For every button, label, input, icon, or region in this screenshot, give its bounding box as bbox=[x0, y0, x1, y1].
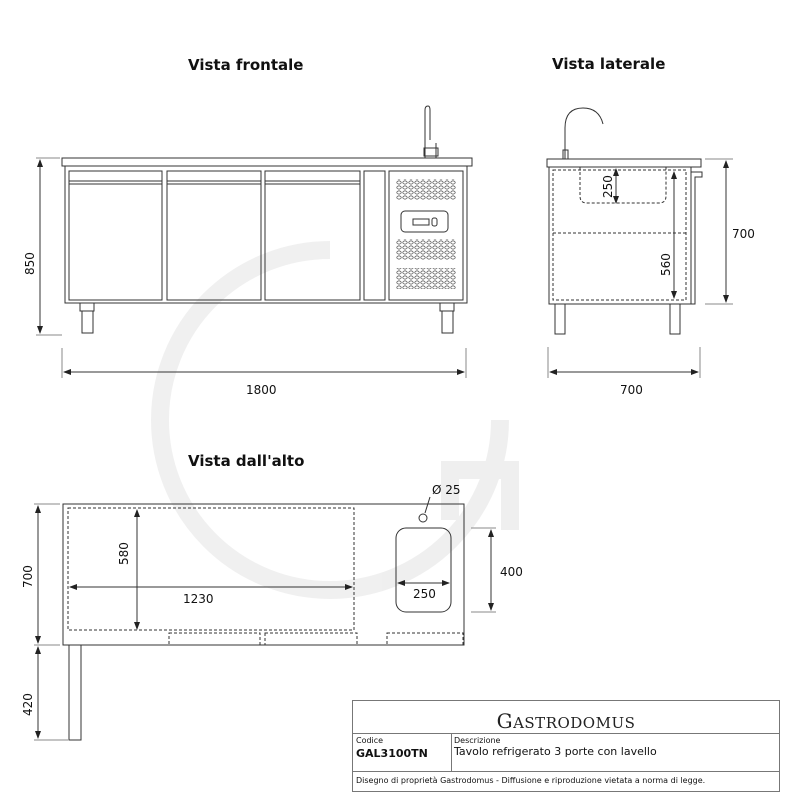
side-view-title: Vista laterale bbox=[552, 55, 666, 73]
description-value: Tavolo refrigerato 3 porte con lavello bbox=[454, 745, 657, 758]
front-height-dim: 850 bbox=[23, 252, 37, 275]
side-compartment-height-dim: 560 bbox=[659, 253, 673, 276]
side-height-dim: 700 bbox=[732, 227, 755, 241]
top-door-projection-dim: 420 bbox=[21, 693, 35, 716]
side-view-drawing bbox=[547, 108, 733, 378]
top-compartment-width-dim: 1230 bbox=[183, 592, 214, 606]
code-value: GAL3100TN bbox=[356, 747, 428, 760]
front-width-dim: 1800 bbox=[246, 383, 277, 397]
top-sink-width-dim: 250 bbox=[413, 587, 436, 601]
front-view-drawing bbox=[36, 106, 472, 378]
side-sink-depth-dim: 250 bbox=[601, 175, 615, 198]
front-view-title: Vista frontale bbox=[188, 56, 304, 74]
top-tap-hole-dim: Ø 25 bbox=[432, 483, 461, 497]
product-info-row bbox=[353, 733, 779, 772]
top-compartment-depth-dim: 580 bbox=[117, 542, 131, 565]
brand-initial: G bbox=[496, 709, 514, 733]
top-view-title: Vista dall'alto bbox=[188, 452, 305, 470]
code-label: Codice bbox=[356, 736, 384, 745]
copyright-notice: Disegno di proprietà Gastrodomus - Diffusione e riproduzione vietata a norma di legge. bbox=[356, 776, 706, 785]
description-label: Descrizione bbox=[454, 736, 501, 745]
brand-header bbox=[353, 701, 779, 734]
code-cell bbox=[353, 733, 452, 771]
title-block bbox=[352, 700, 780, 792]
side-depth-dim: 700 bbox=[620, 383, 643, 397]
top-depth-dim: 700 bbox=[21, 565, 35, 588]
brand-name: ASTRODOMUS bbox=[513, 714, 636, 732]
description-cell bbox=[451, 733, 779, 771]
watermark-logo bbox=[160, 250, 510, 590]
top-sink-length-dim: 400 bbox=[500, 565, 523, 579]
